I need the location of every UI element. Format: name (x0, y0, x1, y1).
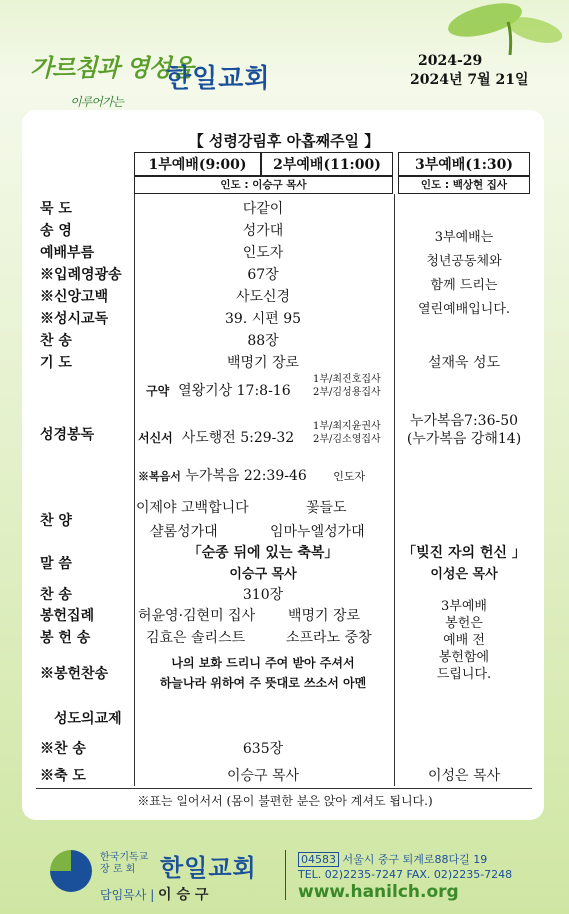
sermon-preacher-3: 이성은 목사 (430, 567, 498, 582)
row-label-offering: 봉헌집례 (40, 608, 95, 624)
website-link[interactable]: www.hanilch.org (298, 882, 459, 902)
service-3-offering-note (396, 598, 532, 683)
praise-value: 성가대 (242, 223, 284, 239)
nt-reference: 사도행전 5:29-32 (181, 430, 295, 446)
hymn-after-value: 310장 (242, 587, 284, 603)
final-hymn-value: 635장 (242, 741, 284, 757)
scripture-ot (146, 380, 291, 400)
row-label-hymn-after: 찬 송 (40, 587, 72, 603)
denomination-line: 한국기독교 (100, 852, 149, 863)
issue-info (410, 52, 529, 90)
sermon-title-3: 「빚진 자의 헌신 」 (402, 545, 526, 561)
offering-value-2: 백명기 장로 (288, 608, 361, 624)
row-label-scripture: 성경봉독 (40, 427, 95, 443)
issue-date: 2024년 7월 21일 (410, 72, 529, 88)
footer-divider (285, 850, 286, 900)
phone-fax: TEL. 02)2235-7247 FAX. 02)2235-7248 (298, 868, 513, 881)
reader: 2부/김성용집사 (313, 387, 381, 398)
denomination-line: 장 로 회 (100, 864, 136, 875)
row-label-call: 예배부름 (40, 245, 95, 261)
logo-script-sub: 이루어가는 (70, 95, 123, 109)
ot-readers (313, 373, 381, 399)
sprout-illustration (440, 0, 565, 55)
nt-readers (313, 420, 381, 446)
row-label-silent-prayer: 묵 도 (40, 201, 72, 217)
church-logo-text: 한일교회 (166, 64, 271, 94)
logo-script-main: 가르침과 영성을 (30, 53, 193, 82)
row-label-response: ※봉헌찬송 (40, 666, 109, 682)
benediction-value: 이승구 목사 (226, 768, 300, 784)
footer-church-name: 한일교회 (160, 854, 257, 882)
anthem-2: 꽃들도 (306, 500, 347, 516)
row-label-offering-song: 봉 헌 송 (40, 630, 91, 646)
ot-reference: 열왕기상 17:8-16 (178, 383, 291, 399)
service-2-header: 2부예배(11:00) (261, 152, 393, 176)
intro-line: 청년공동체와 (426, 254, 502, 269)
ot-tag: 구약 (146, 384, 170, 398)
service-3-header: 3부예배(1:30) (398, 152, 530, 176)
benediction-value-3: 이성은 목사 (427, 768, 501, 784)
row-label-fellowship: 성도의교제 (54, 711, 122, 727)
gospel-tag: ※복음서 (138, 470, 181, 483)
row-label-prayer: 기 도 (40, 355, 72, 371)
gospel-reference: 누가복음 22:39-46 (185, 468, 307, 484)
row-label-creed: ※신앙고백 (40, 289, 109, 305)
offering-note-line: 3부예배 (441, 599, 487, 614)
row-label-hymn: 찬 송 (40, 333, 72, 349)
reader: 1부/최지윤권사 (313, 421, 381, 432)
intro-line: 3부예배는 (434, 230, 494, 245)
lead-3: 인도 : 백상현 집사 (398, 176, 530, 194)
sunday-theme: 【 성령강림후 아홉째주일 】 (188, 132, 380, 150)
pastor-name: 이 승 구 (158, 887, 209, 903)
call-value: 인도자 (242, 245, 284, 261)
scripture-nt (138, 427, 294, 447)
row-label-anthem: 찬 양 (40, 513, 72, 529)
postal-code: 04583 (298, 852, 339, 867)
offering-note-line: 봉헌함에 (438, 650, 490, 665)
row-label-entrance-hymn: ※입례영광송 (40, 267, 122, 283)
offering-value: 허윤영·김현미 집사 (138, 608, 256, 624)
silent-prayer-value: 다같이 (242, 201, 284, 217)
anthem-choir-1: 샬롬성가대 (150, 524, 218, 540)
address: 서울시 중구 퇴계로88다길 19 (342, 853, 488, 866)
creed-value: 사도신경 (235, 289, 291, 305)
hymn-value: 88장 (247, 333, 279, 349)
sermon-title: 「순종 뒤에 있는 축복」 (187, 545, 339, 561)
column-divider-left (134, 194, 135, 786)
standing-note: ※표는 일어서서 (몸이 불편한 분은 앉아 계셔도 됩니다.) (137, 794, 433, 808)
intro-line: 함께 드리는 (430, 278, 498, 293)
offering-song-value: 김효은 솔리스트 (146, 630, 246, 646)
service-1-header: 1부예배(9:00) (134, 152, 261, 176)
row-label-praise: 송 영 (40, 223, 72, 239)
offering-note-line: 예배 전 (443, 633, 485, 648)
reader: 1부/최진호집사 (313, 374, 381, 385)
scripture-gospel (138, 465, 365, 485)
anthem-1: 이제야 고백합니다 (136, 500, 249, 516)
row-label-benediction: ※축 도 (40, 768, 86, 784)
offering-note-line: 봉헌은 (445, 616, 483, 631)
prayer-value: 백명기 장로 (226, 355, 300, 371)
denomination (100, 852, 148, 876)
anthem-choir-2: 임마누엘성가대 (270, 524, 365, 540)
reader: 2부/김소영집사 (313, 434, 381, 445)
prayer-value-3: 설재욱 성도 (427, 355, 501, 371)
church-emblem-icon (50, 850, 92, 892)
offering-song-value-2: 소프라노 중창 (286, 630, 372, 646)
column-divider-right (394, 194, 395, 786)
offering-note-line: 드립니다. (436, 667, 492, 682)
lead-1-2: 인도 : 이승구 목사 (134, 176, 393, 194)
scripture-3-line: 누가복음7:36-50 (409, 413, 519, 429)
issue-number: 2024-29 (418, 53, 483, 69)
address-block (298, 852, 512, 882)
intro-line: 열린예배입니다. (417, 302, 511, 317)
entrance-hymn-value: 67장 (247, 267, 279, 283)
response-line-1: 나의 보화 드리니 주여 받아 주셔서 (171, 656, 355, 670)
gospel-reader: 인도자 (333, 470, 366, 483)
senior-pastor: 담임목사 | 이 승 구 (100, 887, 209, 903)
service-3-intro (396, 226, 532, 322)
sermon-preacher: 이승구 목사 (229, 567, 297, 582)
pastor-title: 담임목사 (100, 888, 147, 902)
scripture-3 (396, 412, 532, 448)
row-label-psalm: ※성시교독 (40, 311, 109, 327)
response-line-2: 하늘나라 위하여 주 뜻대로 쓰소서 아멘 (159, 676, 367, 690)
row-label-final-hymn: ※찬 송 (40, 741, 86, 757)
nt-tag: 서신서 (138, 431, 173, 445)
bottom-rule (36, 788, 532, 789)
psalm-value: 39. 시편 95 (224, 311, 302, 327)
row-label-sermon: 말 씀 (40, 556, 72, 572)
scripture-3-line: (누가복음 강해14) (406, 431, 522, 447)
